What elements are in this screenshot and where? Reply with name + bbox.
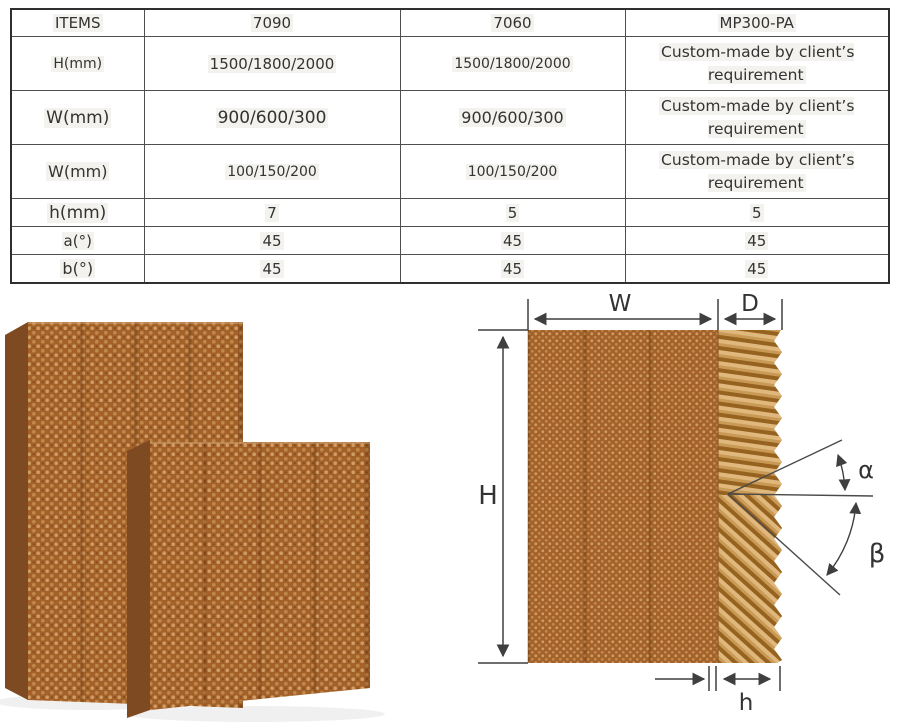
value-cell bbox=[400, 227, 625, 255]
flute-height-label: h bbox=[738, 690, 754, 716]
pad-front-face bbox=[150, 440, 371, 712]
cell-value: 45 bbox=[502, 231, 523, 250]
column-header-7060 bbox=[400, 9, 625, 37]
value-cell bbox=[400, 199, 625, 227]
cell-value: Custom-made by client’s requirement bbox=[661, 151, 855, 192]
pad-side-view bbox=[718, 330, 784, 663]
spec-table bbox=[10, 8, 890, 284]
value-cell bbox=[144, 145, 400, 199]
row-label-cell bbox=[11, 199, 144, 227]
cell-value: 100/150/200 bbox=[467, 163, 558, 180]
cell-value: 5 bbox=[507, 203, 518, 222]
height-label: H bbox=[478, 481, 498, 511]
depth-label: D bbox=[741, 291, 759, 317]
value-cell bbox=[400, 91, 625, 145]
cell-value: 1500/1800/2000 bbox=[454, 55, 571, 72]
cell-value: 45 bbox=[747, 231, 767, 250]
row-label-cell bbox=[11, 227, 144, 255]
row-label: h(mm) bbox=[49, 202, 107, 223]
spec-table-container bbox=[10, 8, 888, 284]
alpha-angle-label: α bbox=[858, 456, 874, 484]
width-label: W bbox=[608, 291, 632, 317]
value-cell bbox=[400, 37, 625, 91]
cooling-pads-photo bbox=[0, 290, 450, 724]
header-label: 7060 bbox=[493, 14, 532, 32]
cell-value: 900/600/300 bbox=[461, 108, 564, 127]
row-label: a(°) bbox=[63, 231, 92, 250]
row-label: W(mm) bbox=[48, 162, 108, 181]
value-cell bbox=[144, 199, 400, 227]
value-cell bbox=[625, 255, 889, 284]
cell-value: 900/600/300 bbox=[217, 107, 327, 128]
row-label: W(mm) bbox=[46, 107, 110, 128]
pad-side-face bbox=[5, 322, 28, 700]
cell-value: 45 bbox=[262, 231, 282, 250]
header-label: MP300-PA bbox=[719, 14, 794, 32]
row-label: H(mm) bbox=[53, 55, 103, 72]
pad-front-view bbox=[528, 330, 718, 663]
beta-angle-label: β bbox=[868, 539, 886, 569]
value-cell bbox=[625, 199, 889, 227]
value-cell bbox=[625, 91, 889, 145]
row-label-cell bbox=[11, 91, 144, 145]
value-cell bbox=[400, 145, 625, 199]
value-cell bbox=[625, 37, 889, 91]
table-row bbox=[11, 91, 889, 145]
table-row bbox=[11, 199, 889, 227]
cell-value: 5 bbox=[751, 203, 762, 222]
table-row bbox=[11, 255, 889, 284]
value-cell bbox=[400, 255, 625, 284]
value-cell bbox=[625, 227, 889, 255]
cell-value: 45 bbox=[262, 259, 282, 278]
row-label: b(°) bbox=[62, 259, 94, 278]
cooling-pad-small bbox=[127, 440, 371, 718]
row-label-cell bbox=[11, 145, 144, 199]
table-row bbox=[11, 227, 889, 255]
table-row bbox=[11, 37, 889, 91]
value-cell bbox=[144, 91, 400, 145]
cell-value: Custom-made by client’s requirement bbox=[661, 43, 855, 84]
header-label: ITEMS bbox=[54, 14, 101, 32]
table-header-row bbox=[11, 9, 889, 37]
value-cell bbox=[144, 255, 400, 284]
cell-value: 1500/1800/2000 bbox=[209, 54, 335, 73]
value-cell bbox=[144, 37, 400, 91]
cell-value: 7 bbox=[267, 203, 277, 222]
cell-value: 100/150/200 bbox=[227, 163, 317, 180]
column-header-items bbox=[11, 9, 144, 37]
dimension-diagram bbox=[450, 290, 900, 724]
header-label: 7090 bbox=[252, 14, 292, 32]
value-cell bbox=[144, 227, 400, 255]
table-row bbox=[11, 145, 889, 199]
cell-value: Custom-made by client’s requirement bbox=[661, 97, 855, 138]
cell-value: 45 bbox=[747, 259, 767, 278]
value-cell bbox=[625, 145, 889, 199]
column-header-mp300pa bbox=[625, 9, 889, 37]
row-label-cell bbox=[11, 37, 144, 91]
column-header-7090 bbox=[144, 9, 400, 37]
pad-side-face bbox=[127, 440, 150, 718]
row-label-cell bbox=[11, 255, 144, 284]
cell-value: 45 bbox=[502, 259, 523, 278]
